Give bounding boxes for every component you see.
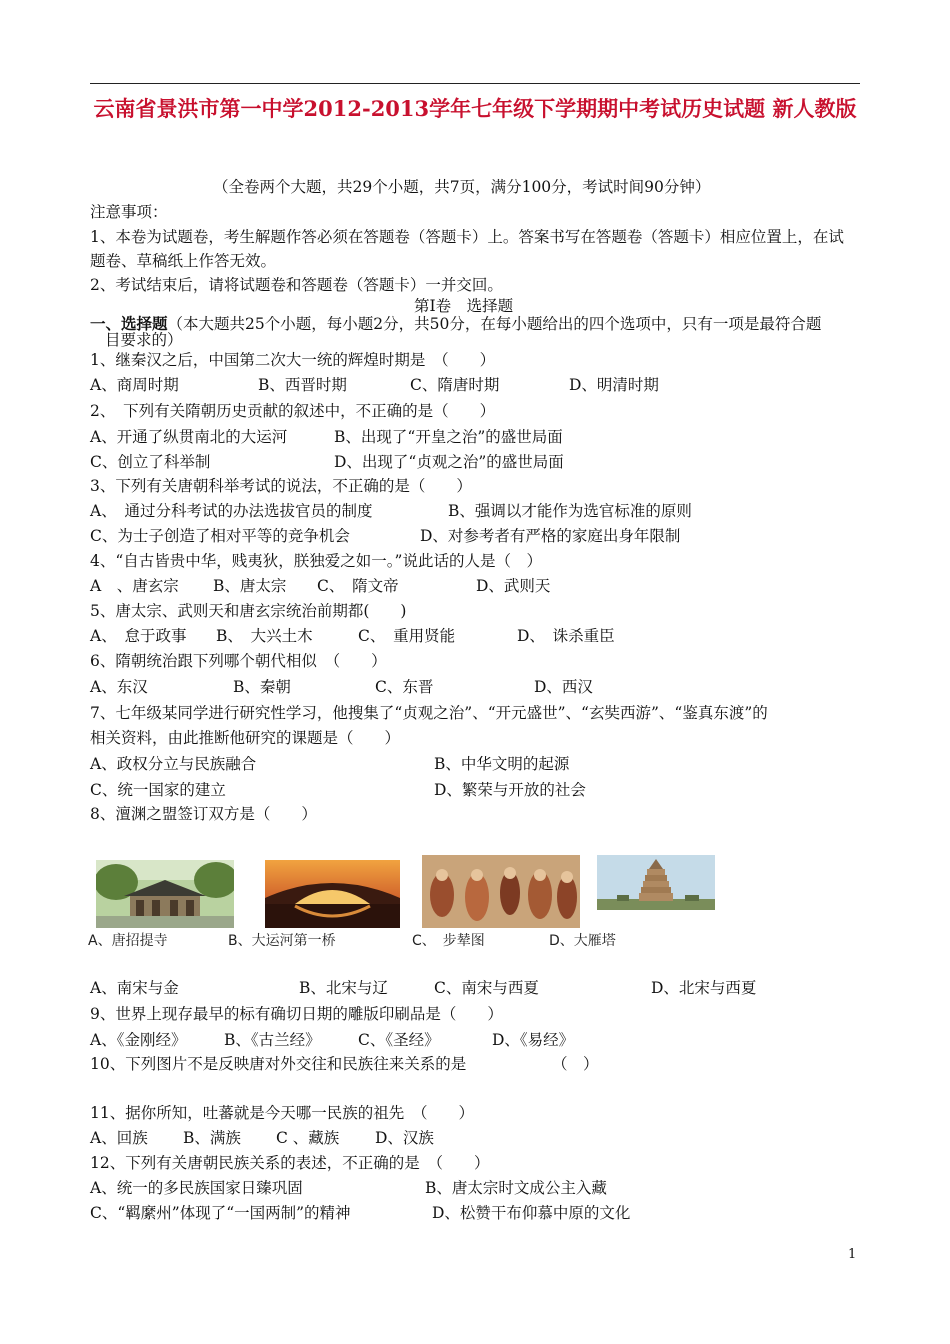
q7-option-a: A、政权分立与民族融合 (90, 755, 257, 773)
q11-option-c: C 、藏族 (276, 1129, 340, 1147)
notes-heading: 注意事项： (90, 203, 168, 221)
image-caption-a: A、唐招提寺 (88, 933, 168, 949)
q11-option-b: B、满族 (183, 1129, 241, 1147)
q6-option-b: B、秦朝 (233, 678, 291, 696)
section-label: 一、选择题 (90, 314, 168, 333)
q6-option-a: A、东汉 (90, 678, 148, 696)
q1-option-d: D、明清时期 (569, 376, 659, 394)
image-caption-c: C、 步辇图 (412, 933, 485, 949)
q9-option-c: C、《圣经》 (358, 1031, 440, 1049)
note-1-line-2: 题卷、草稿纸上作答无效。 (90, 252, 277, 270)
q9-option-d: D、《易经》 (492, 1031, 575, 1049)
question-10-answer-blank: （ ） (552, 1055, 599, 1073)
section-desc-cont: 目要求的） (105, 331, 183, 349)
q9-option-b: B、《古兰经》 (224, 1031, 321, 1049)
q11-option-d: D、汉族 (375, 1129, 434, 1147)
question-9: 9、世界上现存最早的标有确切日期的雕版印刷品是（ ） (90, 1005, 503, 1023)
q3-option-a: A、 通过分科考试的办法选拔官员的制度 (90, 502, 373, 520)
q1-option-a: A、商周时期 (90, 376, 179, 394)
q12-option-c: C、“羁縻州”体现了“一国两制”的精神 (90, 1204, 351, 1222)
q4-option-b: B、唐太宗 (213, 577, 287, 595)
section-heading (90, 314, 821, 334)
question-1: 1、继秦汉之后，中国第二次大一统的辉煌时期是 （ ） (90, 351, 496, 369)
header-rule (90, 83, 860, 84)
page-number: 1 (848, 1247, 857, 1262)
q7-option-b: B、中华文明的起源 (434, 755, 570, 773)
pagoda-photo (597, 855, 715, 910)
q9-option-a: A、《金刚经》 (90, 1031, 187, 1049)
q8-option-d: D、北宋与西夏 (651, 979, 757, 997)
bridge-photo (265, 860, 400, 928)
q2-option-c: C、创立了科举制 (90, 453, 211, 471)
question-7-line-2: 相关资料，由此推断他研究的课题是（ ） (90, 729, 401, 747)
q11-option-a: A、回族 (90, 1129, 148, 1147)
section-desc: （本大题共25个小题，每小题2分，共50分，在每小题给出的四个选项中，只有一项是最符合题 (167, 315, 822, 333)
question-4: 4、“自古皆贵中华，贱夷狄，朕独爱之如一。”说此话的人是（ ） (90, 552, 542, 570)
q4-option-a: A 、唐玄宗 (90, 577, 179, 595)
exam-info: （全卷两个大题，共29个小题，共7页，满分100分，考试时间90分钟） (213, 178, 711, 196)
q4-option-d: D、武则天 (476, 577, 551, 595)
question-3: 3、下列有关唐朝科举考试的说法，不正确的是（ ） (90, 477, 472, 495)
question-7-line-1: 7、七年级某同学进行研究性学习，他搜集了“贞观之治”、“开元盛世”、“玄奘西游”、“鉴真东渡”的 (90, 704, 768, 722)
q7-option-c: C、统一国家的建立 (90, 781, 226, 799)
question-2: 2、 下列有关隋朝历史贡献的叙述中，不正确的是（ ） (90, 402, 496, 420)
q8-option-c: C、南宋与西夏 (434, 979, 539, 997)
q2-option-a: A、开通了纵贯南北的大运河 (90, 428, 288, 446)
q8-option-a: A、南宋与金 (90, 979, 179, 997)
temple-photo (96, 860, 234, 928)
q4-option-c: C、 隋文帝 (317, 577, 399, 595)
question-12: 12、下列有关唐朝民族关系的表述，不正确的是 （ ） (90, 1154, 490, 1172)
question-10: 10、下列图片不是反映唐对外交往和民族往来关系的是 (90, 1055, 467, 1073)
q12-option-a: A、统一的多民族国家日臻巩固 (90, 1179, 303, 1197)
question-5: 5、唐太宗、武则天和唐玄宗统治前期都( ) (90, 602, 407, 620)
q12-option-d: D、松赞干布仰慕中原的文化 (432, 1204, 631, 1222)
note-2: 2、考试结束后，请将试题卷和答题卷（答题卡）一并交回。 (90, 276, 503, 294)
question-11: 11、据你所知，吐蕃就是今天哪一民族的祖先 （ ） (90, 1104, 474, 1122)
q5-option-b: B、 大兴土木 (216, 627, 313, 645)
q5-option-a: A、 怠于政事 (90, 627, 187, 645)
painting-photo (422, 855, 580, 928)
q5-option-c: C、 重用贤能 (358, 627, 456, 645)
q3-option-d: D、对参考者有严格的家庭出身年限制 (420, 527, 681, 545)
q6-option-c: C、东晋 (375, 678, 434, 696)
page-title: 云南省景洪市第一中学2012-2013学年七年级下学期期中考试历史试题 新人教版 (93, 96, 857, 121)
q3-option-c: C、为士子创造了相对平等的竞争机会 (90, 527, 350, 545)
note-1-line-1: 1、本卷为试题卷，考生解题作答必须在答题卷（答题卡）上。答案书写在答题卷（答题卡）相应位置上，在试 (90, 228, 844, 246)
q1-option-c: C、隋唐时期 (410, 376, 500, 394)
q1-option-b: B、西晋时期 (258, 376, 347, 394)
q2-option-b: B、出现了“开皇之治”的盛世局面 (334, 428, 563, 446)
q8-option-b: B、北宋与辽 (299, 979, 388, 997)
image-caption-b: B、大运河第一桥 (228, 933, 336, 949)
q7-option-d: D、繁荣与开放的社会 (434, 781, 586, 799)
q5-option-d: D、 诛杀重臣 (517, 627, 615, 645)
q12-option-b: B、唐太宗时文成公主入藏 (425, 1179, 607, 1197)
q3-option-b: B、强调以才能作为选官标准的原则 (448, 502, 692, 520)
q6-option-d: D、西汉 (534, 678, 593, 696)
image-caption-d: D、大雁塔 (549, 933, 616, 949)
question-6: 6、隋朝统治跟下列哪个朝代相似 （ ） (90, 652, 387, 670)
q2-option-d: D、出现了“贞观之治”的盛世局面 (334, 453, 564, 471)
part-heading: 第Ⅰ卷 选择题 (414, 297, 514, 315)
question-8: 8、澶渊之盟签订双方是（ ） (90, 805, 317, 823)
